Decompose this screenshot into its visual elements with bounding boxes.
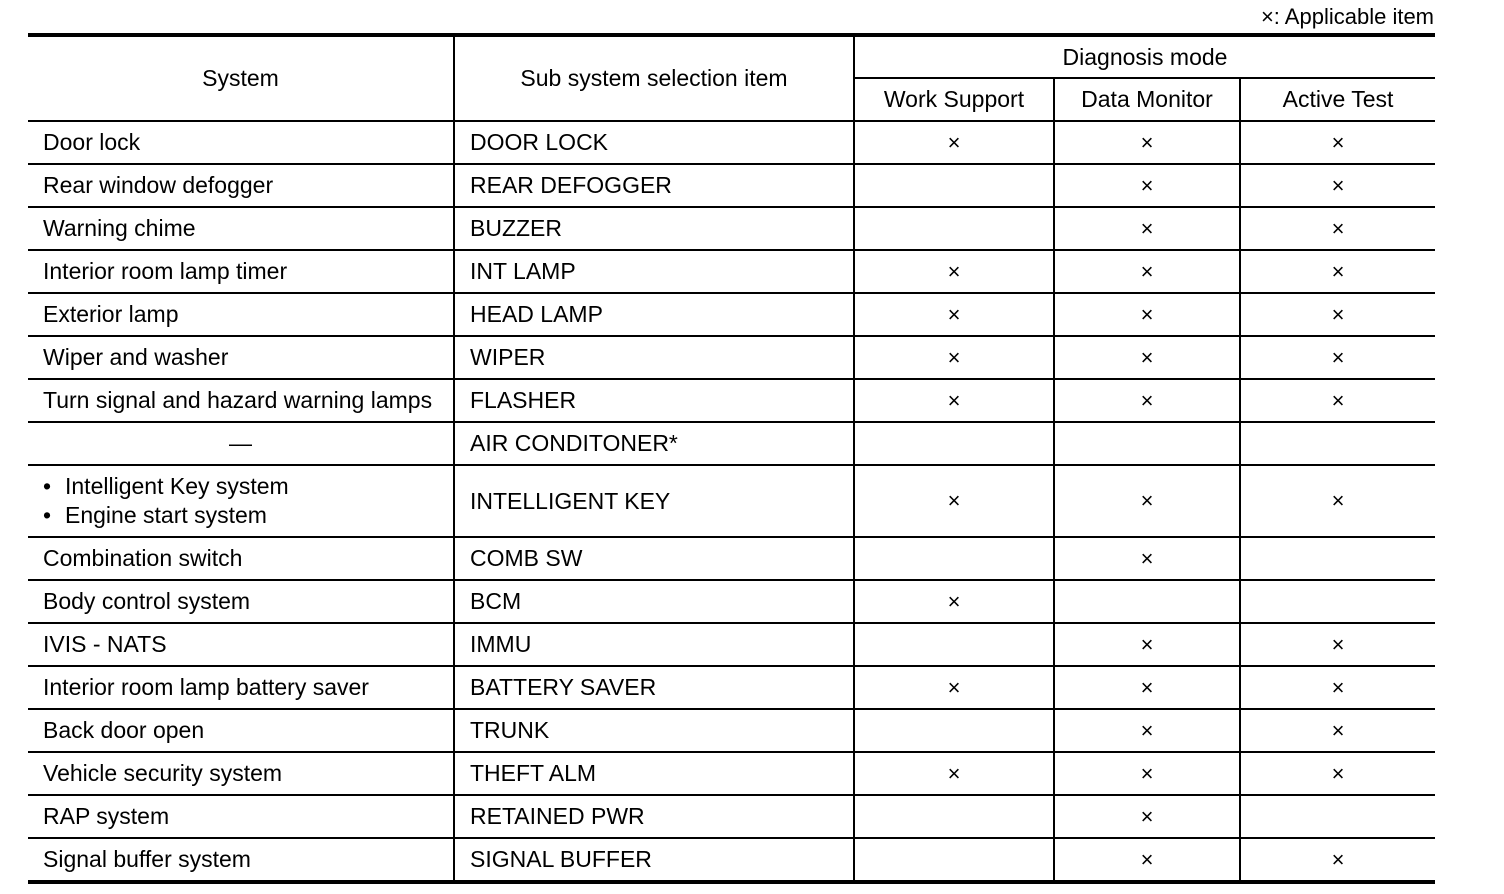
system-cell: Door lock	[28, 121, 454, 164]
data-monitor-cell: ×	[1054, 336, 1240, 379]
subsystem-cell: INTELLIGENT KEY	[454, 465, 854, 537]
table-row	[28, 623, 1435, 666]
applicable-item-legend: ×: Applicable item	[1260, 4, 1434, 29]
subsystem-cell: SIGNAL BUFFER	[454, 838, 854, 882]
table-row	[28, 336, 1435, 379]
table-row	[28, 207, 1435, 250]
table-row	[28, 795, 1435, 838]
active-test-cell: ×	[1240, 838, 1435, 882]
work-support-cell	[854, 422, 1054, 465]
work-support-cell	[854, 537, 1054, 580]
system-cell: Wiper and washer	[28, 336, 454, 379]
table-row	[28, 752, 1435, 795]
data-monitor-cell: ×	[1054, 537, 1240, 580]
system-cell: —	[28, 422, 454, 465]
system-bullet-text: Intelligent Key system	[65, 473, 289, 499]
data-monitor-cell: ×	[1054, 465, 1240, 537]
subsystem-cell: BCM	[454, 580, 854, 623]
data-monitor-cell: ×	[1054, 623, 1240, 666]
system-cell: Interior room lamp battery saver	[28, 666, 454, 709]
active-test-cell: ×	[1240, 623, 1435, 666]
active-test-cell: ×	[1240, 752, 1435, 795]
data-monitor-cell: ×	[1054, 666, 1240, 709]
active-test-cell: ×	[1240, 666, 1435, 709]
subsystem-cell: WIPER	[454, 336, 854, 379]
work-support-cell: ×	[854, 465, 1054, 537]
system-cell: Vehicle security system	[28, 752, 454, 795]
subsystem-cell: AIR CONDITONER*	[454, 422, 854, 465]
data-monitor-cell: ×	[1054, 752, 1240, 795]
data-monitor-cell: ×	[1054, 207, 1240, 250]
system-cell: Rear window defogger	[28, 164, 454, 207]
work-support-cell: ×	[854, 752, 1054, 795]
system-cell: Exterior lamp	[28, 293, 454, 336]
active-test-cell: ×	[1240, 207, 1435, 250]
work-support-cell: ×	[854, 250, 1054, 293]
system-bullet-item	[43, 472, 453, 501]
bullet-dot-icon: •	[43, 473, 52, 499]
data-monitor-cell: ×	[1054, 709, 1240, 752]
active-test-cell: ×	[1240, 250, 1435, 293]
work-support-cell	[854, 623, 1054, 666]
subsystem-cell: REAR DEFOGGER	[454, 164, 854, 207]
table-row	[28, 250, 1435, 293]
subsystem-cell: THEFT ALM	[454, 752, 854, 795]
active-test-cell	[1240, 537, 1435, 580]
work-support-cell: ×	[854, 379, 1054, 422]
data-monitor-cell: ×	[1054, 838, 1240, 882]
active-test-cell: ×	[1240, 336, 1435, 379]
active-test-cell: ×	[1240, 379, 1435, 422]
system-cell: Body control system	[28, 580, 454, 623]
table-row	[28, 838, 1435, 882]
system-cell: Turn signal and hazard warning lamps	[28, 379, 454, 422]
active-test-cell: ×	[1240, 121, 1435, 164]
subsystem-header: Sub system selection item	[454, 35, 854, 121]
data-monitor-header: Data Monitor	[1054, 78, 1240, 121]
active-test-cell: ×	[1240, 164, 1435, 207]
data-monitor-cell: ×	[1054, 250, 1240, 293]
subsystem-cell: HEAD LAMP	[454, 293, 854, 336]
work-support-cell: ×	[854, 666, 1054, 709]
data-monitor-cell: ×	[1054, 121, 1240, 164]
table-row	[28, 422, 1435, 465]
subsystem-cell: FLASHER	[454, 379, 854, 422]
table-row	[28, 293, 1435, 336]
active-test-cell: ×	[1240, 709, 1435, 752]
work-support-cell: ×	[854, 580, 1054, 623]
active-test-cell: ×	[1240, 465, 1435, 537]
data-monitor-cell	[1054, 580, 1240, 623]
system-cell: Interior room lamp timer	[28, 250, 454, 293]
system-cell: RAP system	[28, 795, 454, 838]
active-test-cell: ×	[1240, 293, 1435, 336]
data-monitor-cell	[1054, 422, 1240, 465]
data-monitor-cell: ×	[1054, 164, 1240, 207]
system-header: System	[28, 35, 454, 121]
subsystem-cell: INT LAMP	[454, 250, 854, 293]
diagnosis-mode-table	[28, 33, 1435, 884]
table-row	[28, 666, 1435, 709]
bullet-dot-icon: •	[43, 502, 52, 528]
subsystem-cell: TRUNK	[454, 709, 854, 752]
subsystem-cell: IMMU	[454, 623, 854, 666]
work-support-cell	[854, 709, 1054, 752]
active-test-cell	[1240, 580, 1435, 623]
subsystem-cell: DOOR LOCK	[454, 121, 854, 164]
subsystem-cell: RETAINED PWR	[454, 795, 854, 838]
work-support-cell: ×	[854, 121, 1054, 164]
work-support-header: Work Support	[854, 78, 1054, 121]
system-bullet-item	[43, 501, 453, 530]
work-support-cell	[854, 207, 1054, 250]
table-row	[28, 709, 1435, 752]
work-support-cell: ×	[854, 293, 1054, 336]
system-cell: Warning chime	[28, 207, 454, 250]
system-cell: Combination switch	[28, 537, 454, 580]
diagnosis-mode-header: Diagnosis mode	[854, 35, 1435, 78]
active-test-header: Active Test	[1240, 78, 1435, 121]
table-row	[28, 121, 1435, 164]
work-support-cell	[854, 838, 1054, 882]
subsystem-cell: BATTERY SAVER	[454, 666, 854, 709]
system-bullet-text: Engine start system	[65, 502, 267, 528]
table-row	[28, 537, 1435, 580]
table-row	[28, 580, 1435, 623]
system-cell	[28, 465, 454, 537]
system-cell: IVIS - NATS	[28, 623, 454, 666]
active-test-cell	[1240, 422, 1435, 465]
subsystem-cell: BUZZER	[454, 207, 854, 250]
data-monitor-cell: ×	[1054, 795, 1240, 838]
work-support-cell: ×	[854, 336, 1054, 379]
table-row	[28, 379, 1435, 422]
system-cell: Signal buffer system	[28, 838, 454, 882]
system-cell: Back door open	[28, 709, 454, 752]
data-monitor-cell: ×	[1054, 293, 1240, 336]
active-test-cell	[1240, 795, 1435, 838]
work-support-cell	[854, 164, 1054, 207]
table-row	[28, 465, 1435, 537]
work-support-cell	[854, 795, 1054, 838]
data-monitor-cell: ×	[1054, 379, 1240, 422]
subsystem-cell: COMB SW	[454, 537, 854, 580]
table-row	[28, 164, 1435, 207]
